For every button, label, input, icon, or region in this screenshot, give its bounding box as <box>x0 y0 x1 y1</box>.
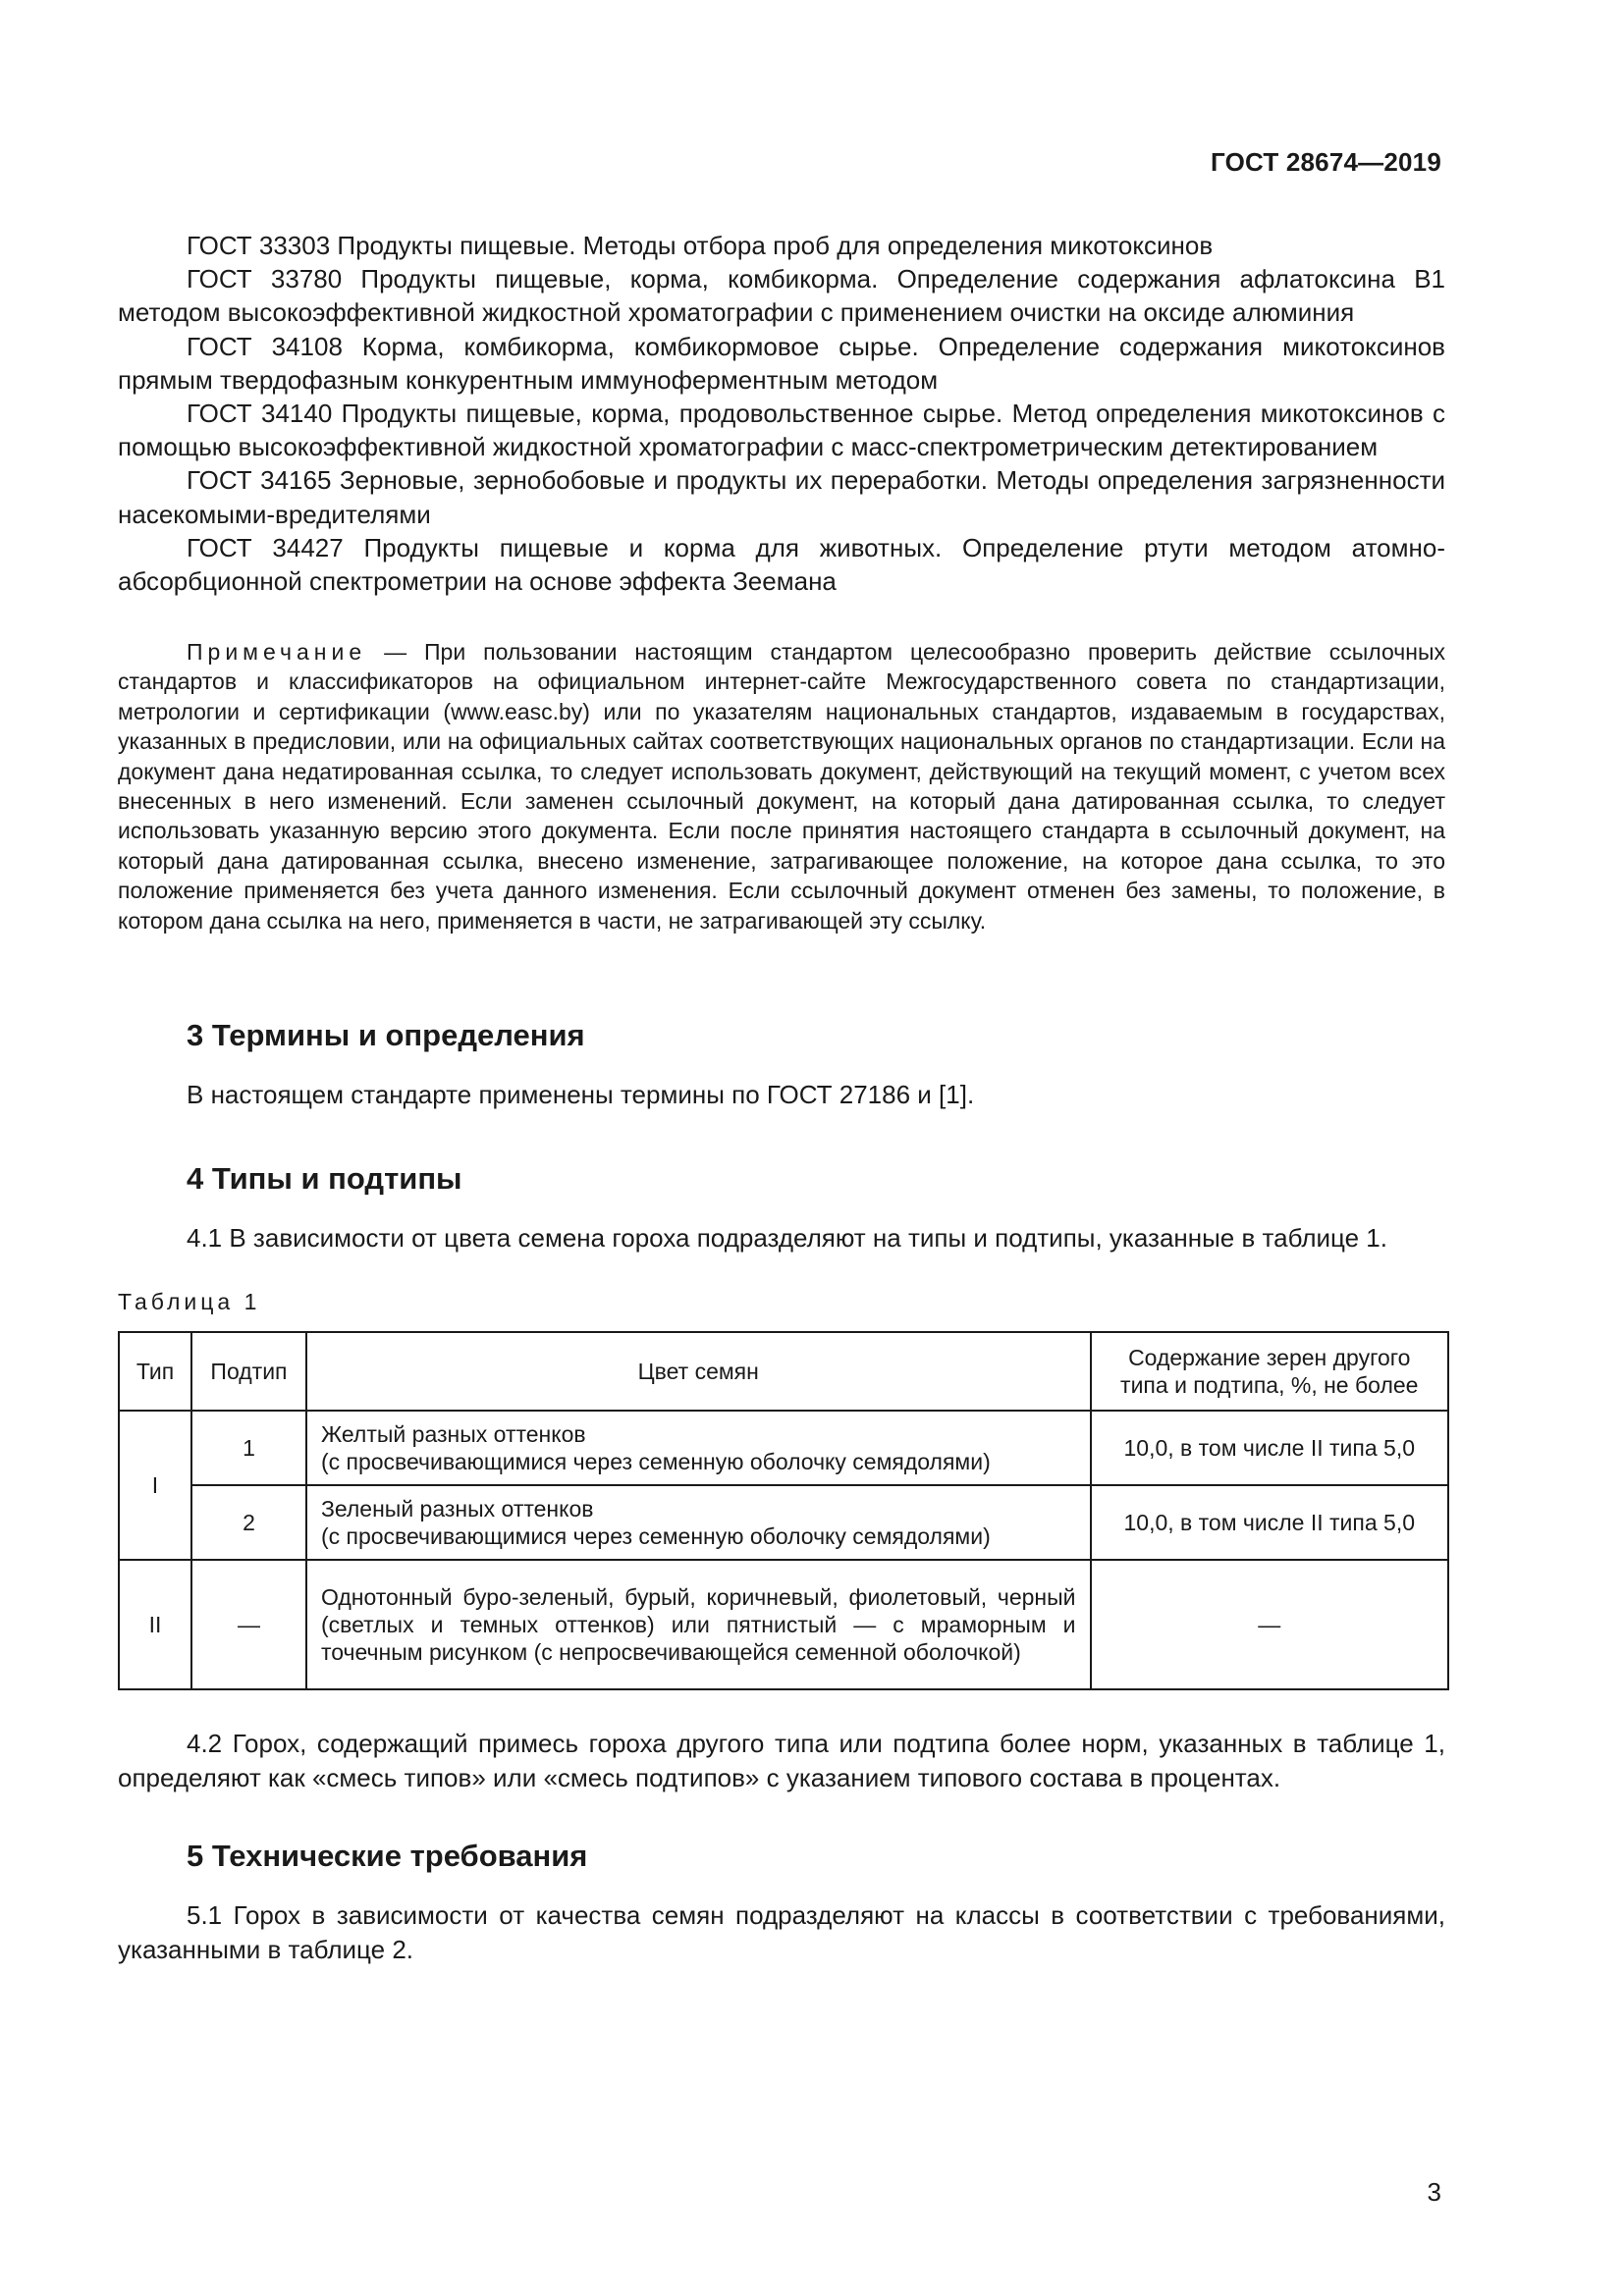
cell-color: Однотонный буро-зеленый, бурый, коричневый, фиолетовый, черный (светлых и темных оттенков) или пятнистый — с мраморным и точечным рисунком (с непросвечивающейся семенной оболочкой) <box>306 1560 1091 1689</box>
header-color: Цвет семян <box>306 1332 1091 1411</box>
section-4-heading: 4 Типы и подтипы <box>187 1161 462 1196</box>
section-5-heading: 5 Технические требования <box>187 1839 588 1873</box>
cell-color-line: Желтый разных оттенков <box>320 1421 586 1447</box>
table-1 <box>118 1331 1449 1690</box>
note-text: — При пользовании настоящим стандартом целесообразно проверить действие ссылочных стандартов и классификаторов на официальном интернет-сайте Межгосударственного совета по стандартизации, метрологии и сертификации (www.easc.by) или по указателям национальных стандартов, издаваемым в государствах, указанных в предисловии, или на официальных сайтах соответствующих национальных органов по стандартизации. Если на документ дана недатированная ссылка, то следует использовать документ, действующий на текущий момент, с учетом всех внесенных в него изменений. Если заменен ссылочный документ, на который дана датированная ссылка, то следует использовать указанную версию этого документа. Если после принятия настоящего стандарта в ссылочный документ, на который дана датированная ссылка, внесено изменение, затрагивающее положение, на которое дана ссылка, то это положение применяется без учета данного изменения. Если ссылочный документ отменен без замены, то положение, в котором дана ссылка на него, применяется в части, не затрагивающей эту ссылку. <box>118 639 1445 934</box>
table-header-row <box>119 1332 1448 1411</box>
reference-item: ГОСТ 34165 Зерновые, зернобобовые и продукты их переработки. Методы определения загрязненности насекомыми-вредителями <box>118 465 1445 529</box>
header-content: Содержание зерен другого типа и подтипа, %, не более <box>1091 1332 1448 1411</box>
reference-item: ГОСТ 33780 Продукты пищевые, корма, комбикорма. Определение содержания афлатоксина В1 методом высокоэффективной жидкостной хроматографии с применением очистки на оксиде алюминия <box>118 264 1445 328</box>
reference-item: ГОСТ 34427 Продукты пищевые и корма для животных. Определение ртути методом атомно-абсорбционной спектрометрии на основе эффекта Зеемана <box>118 532 1445 597</box>
section-3-heading: 3 Термины и определения <box>187 1018 585 1052</box>
section-4-1-text: 4.1 В зависимости от цвета семена гороха подразделяют на типы и подтипы, указанные в таблице 1. <box>187 1223 1387 1253</box>
cell-color-line: (с просвечивающимися через семенную оболочку семядолями) <box>320 1523 991 1549</box>
cell-color-line: (с просвечивающимися через семенную оболочку семядолями) <box>320 1449 991 1474</box>
section-4-2-text: 4.2 Горох, содержащий примесь гороха другого типа или подтипа более норм, указанных в таблице 1, определяют как «смесь типов» или «смесь подтипов» с указанием типового состава в процентах. <box>118 1729 1445 1792</box>
cell-content: 10,0, в том числе II типа 5,0 <box>1091 1485 1448 1560</box>
table-row <box>119 1485 1448 1560</box>
table-row <box>119 1411 1448 1485</box>
cell-content: 10,0, в том числе II типа 5,0 <box>1091 1411 1448 1485</box>
header-type: Тип <box>119 1332 191 1411</box>
table-1-caption: Таблица 1 <box>118 1289 261 1314</box>
section-5-1-text: 5.1 Горох в зависимости от качества семян подразделяют на классы в соответствии с требованиями, указанными в таблице 2. <box>118 1900 1445 1964</box>
cell-color <box>306 1411 1091 1485</box>
table-row <box>119 1560 1448 1689</box>
reference-item: ГОСТ 34140 Продукты пищевые, корма, продовольственное сырье. Метод определения микотоксинов с помощью высокоэффективной жидкостной хроматографии с масс-спектрометрическим детектированием <box>118 399 1445 462</box>
note-paragraph <box>118 637 1445 935</box>
section-3-text: В настоящем стандарте применены термины по ГОСТ 27186 и [1]. <box>187 1080 975 1109</box>
cell-color-line: Зеленый разных оттенков <box>320 1496 594 1522</box>
page-number: 3 <box>1427 2177 1441 2207</box>
cell-color <box>306 1485 1091 1560</box>
document-code: ГОСТ 28674—2019 <box>1211 147 1441 177</box>
reference-item: ГОСТ 33303 Продукты пищевые. Методы отбора проб для определения микотоксинов <box>187 231 1214 260</box>
cell-subtype: 1 <box>191 1411 306 1485</box>
cell-type: II <box>119 1560 191 1689</box>
cell-subtype: — <box>191 1560 306 1689</box>
note-label: Примечание <box>187 639 367 665</box>
cell-content: — <box>1091 1560 1448 1689</box>
cell-subtype: 2 <box>191 1485 306 1560</box>
header-subtype: Подтип <box>191 1332 306 1411</box>
cell-type: I <box>119 1411 191 1560</box>
normative-references <box>118 229 1445 598</box>
reference-item: ГОСТ 34108 Корма, комбикорма, комбикормовое сырье. Определение содержания микотоксинов прямым твердофазным конкурентным иммуноферментным методом <box>118 331 1445 395</box>
